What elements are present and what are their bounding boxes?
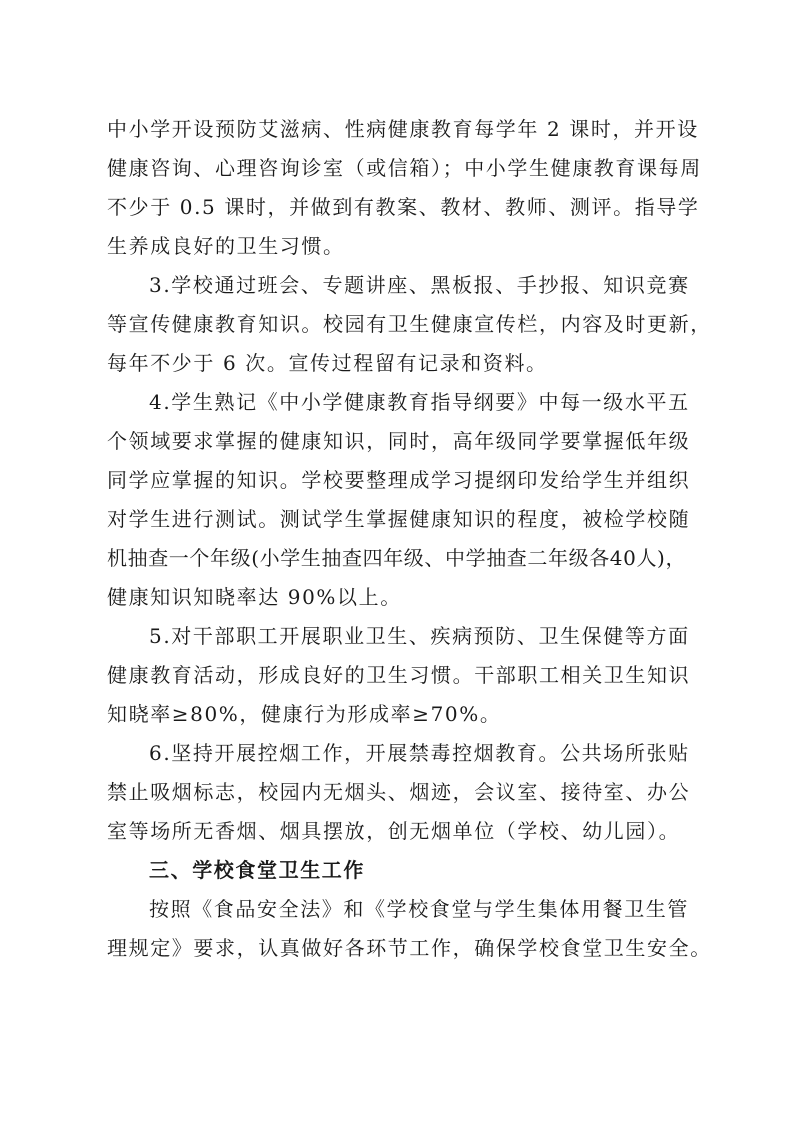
text-line: 机抽查一个年级(小学生抽查四年级、中学抽查二年级各40人)， bbox=[107, 546, 687, 570]
text-line: 健康知识知晓率达 90%以上。 bbox=[107, 585, 402, 609]
text-line: 每年不少于 6 次。宣传过程留有记录和资料。 bbox=[107, 351, 548, 375]
text-line: 5.对干部职工开展职业卫生、疾病预防、卫生保健等方面 bbox=[149, 624, 690, 648]
paragraph-canteen bbox=[107, 890, 712, 968]
paragraph-continued bbox=[107, 110, 702, 266]
text-line: 健康教育活动，形成良好的卫生习惯。干部职工相关卫生知识 bbox=[107, 663, 691, 687]
section-heading: 三、学校食堂卫生工作 bbox=[149, 858, 365, 882]
paragraph-item-4 bbox=[107, 383, 697, 617]
text-line: 6.坚持开展控烟工作，开展禁毒控烟教育。公共场所张贴 bbox=[149, 741, 690, 765]
text-line: 按照《食品安全法》和《学校食堂与学生集体用餐卫生管 bbox=[149, 897, 689, 921]
paragraph-item-3 bbox=[107, 266, 712, 383]
text-line: 同学应掌握的知识。学校要整理成学习提纲印发给学生并组织 bbox=[107, 468, 691, 492]
text-line: 3.学校通过班会、专题讲座、黑板报、手抄报、知识竞赛 bbox=[149, 273, 690, 297]
paragraph-item-5 bbox=[107, 617, 697, 734]
text-line: 健康咨询、心理咨询诊室（或信箱）；中小学生健康教育课每周 bbox=[107, 156, 702, 180]
text-line: 生养成良好的卫生习惯。 bbox=[107, 234, 345, 258]
text-line: 禁止吸烟标志，校园内无烟头、烟迹，会议室、接待室、办公 bbox=[107, 780, 691, 804]
text-line: 对学生进行测试。测试学生掌握健康知识的程度，被检学校随 bbox=[107, 507, 691, 531]
paragraph-item-6 bbox=[107, 734, 697, 851]
text-line: 4.学生熟记《中小学健康教育指导纲要》中每一级水平五 bbox=[149, 390, 690, 414]
text-line: 个领域要求掌握的健康知识，同时，高年级同学要掌握低年级 bbox=[107, 429, 691, 453]
text-line: 不少于 0.5 课时，并做到有教案、教材、教师、测评。指导学 bbox=[107, 195, 700, 219]
text-line: 等宣传健康教育知识。校园有卫生健康宣传栏，内容及时更新， bbox=[107, 312, 712, 336]
document-body bbox=[107, 110, 712, 968]
text-line: 知晓率≥80%，健康行为形成率≥70%。 bbox=[107, 702, 502, 726]
text-line: 中小学开设预防艾滋病、性病健康教育每学年 2 课时，并开设 bbox=[107, 117, 699, 141]
text-line: 理规定》要求，认真做好各环节工作，确保学校食堂卫生安全。 bbox=[107, 936, 712, 960]
text-line: 室等场所无香烟、烟具摆放，创无烟单位（学校、幼儿园）。 bbox=[107, 819, 681, 843]
